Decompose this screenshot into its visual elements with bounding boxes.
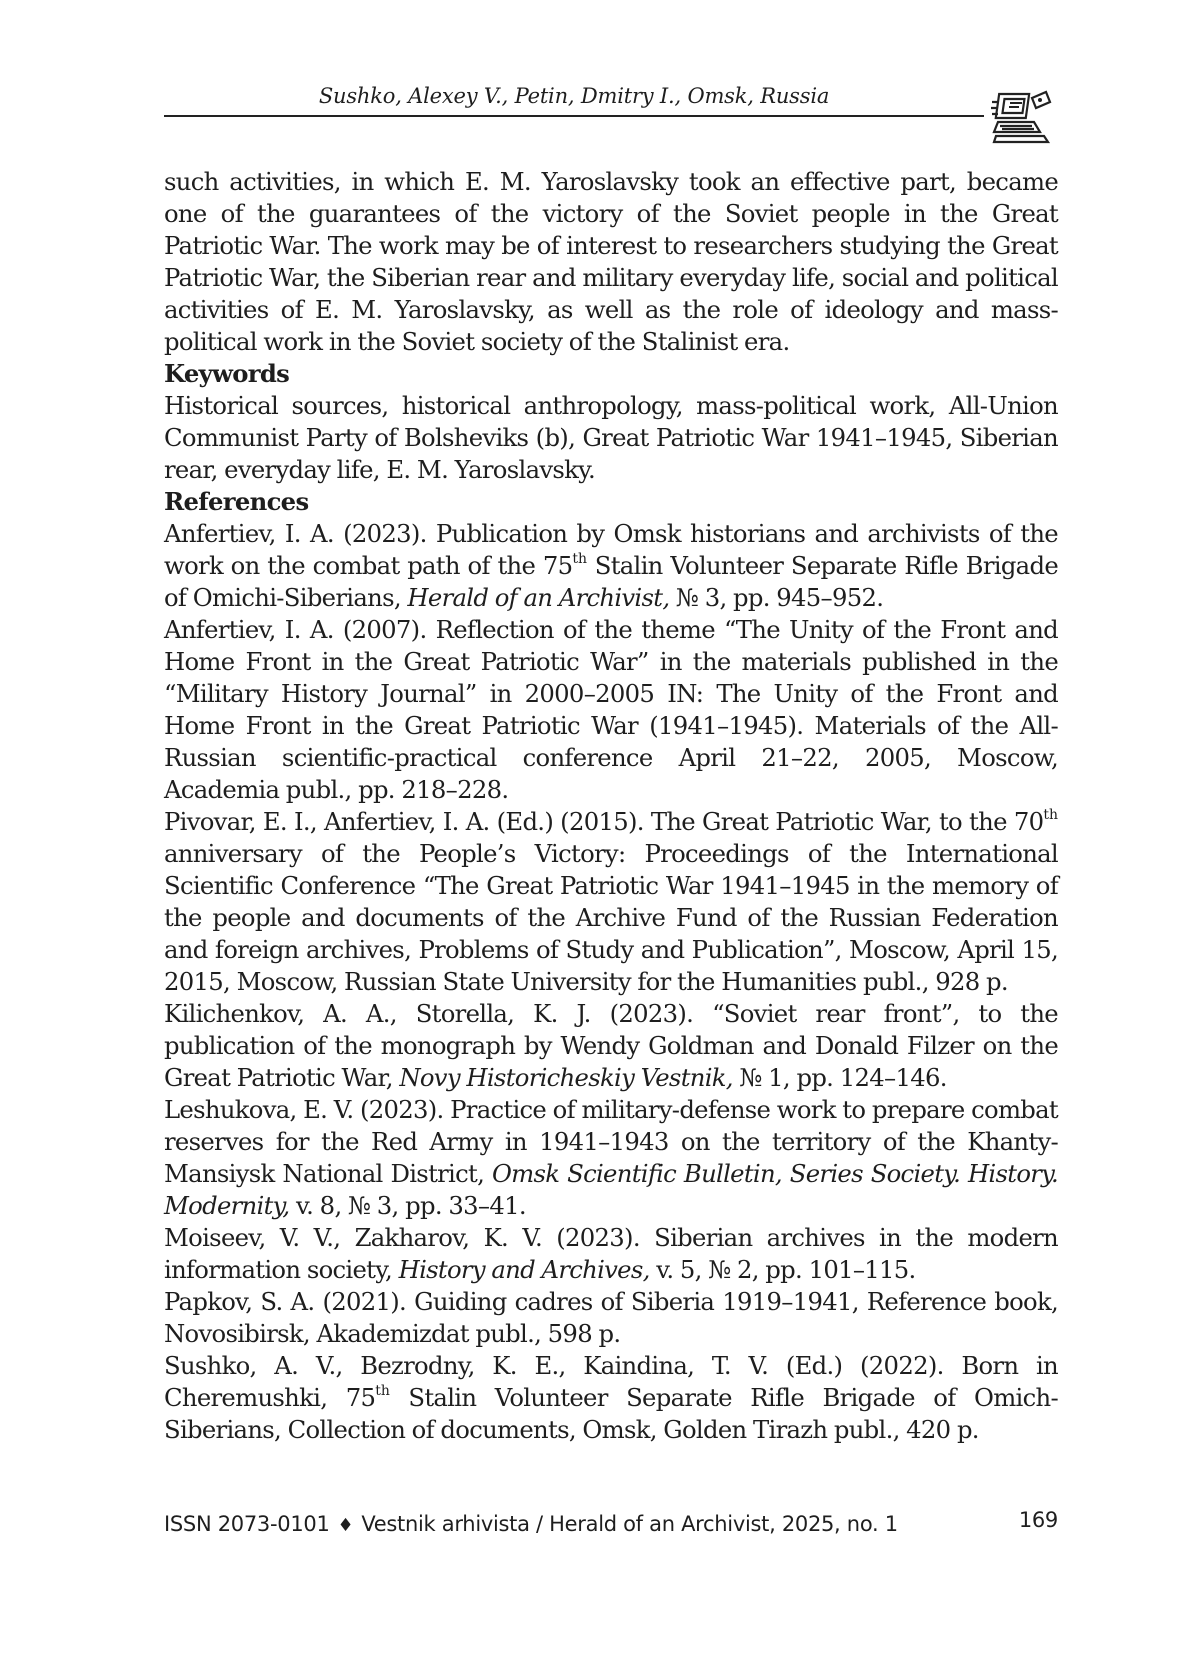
footer-journal: Vestnik arhivista / Herald of an Archivist, 2025, no. 1 bbox=[361, 1512, 898, 1536]
header-rule bbox=[164, 115, 984, 117]
abstract-continuation: such activities, in which E. M. Yaroslavsky took an effective part, became one of the guarantees of the victory of the Soviet people in the Great Patriotic War. The work may be of interest to researchers studying the Great Patriotic War, the Siberian rear and military everyday life, social and political activities of E. M. Yaroslavsky, as well as the role of ideology and mass-political work in the Soviet society of the Stalinist era. bbox=[164, 167, 1058, 356]
reference-item: Leshukova, E. V. (2023). Practice of military-defense work to prepare combat reserves for the Red Army in 1941–1943 on the territory of the Khanty-Mansiysk National District, Omsk Scientific Bulletin, Series Society. History. Modernity, v. 8, № 3, pp. 33–41. bbox=[164, 1095, 1058, 1220]
keywords-heading: Keywords bbox=[164, 359, 290, 388]
archivist-computer-logo-icon bbox=[990, 88, 1054, 148]
page-number: 169 bbox=[1018, 1508, 1058, 1532]
diamond-separator-icon: ♦ bbox=[337, 1515, 354, 1536]
reference-item: Anfertiev, I. A. (2023). Publication by Omsk historians and archivists of the work on the combat path of the 75th Stalin Volunteer Separate Rifle Brigade of Omichi-Siberians, Herald of an Archivist, № 3, pp. 945–952. bbox=[164, 519, 1058, 612]
reference-item: Anfertiev, I. A. (2007). Reflection of the theme “The Unity of the Front and Home Front in the Great Patriotic War” in the materials published in the “Military History Journal” in 2000–2005 IN: The Unity of the Front and Home Front in the Great Patriotic War (1941–1945). Materials of the All-Russian scientific-practical conference April 21–22, 2005, Moscow, Academia publ., pp. 218–228. bbox=[164, 615, 1058, 804]
running-header: Sushko, Alexey V., Petin, Dmitry I., Omsk, Russia bbox=[318, 84, 830, 108]
keywords-text: Historical sources, historical anthropology, mass-political work, All-Union Communist Party of Bolsheviks (b), Great Patriotic War 1941–1945, Siberian rear, everyday life, E. M. Yaroslavsky. bbox=[164, 391, 1058, 484]
reference-item: Pivovar, E. I., Anfertiev, I. A. (Ed.) (2015). The Great Patriotic War, to the 70th anniversary of the People’s Victory: Proceedings of the International Scientific Conference “The Great Patriotic War 1941–1945 in the memory of the people and documents of the Archive Fund of the Russian Federation and foreign archives, Problems of Study and Publication”, Moscow, April 15, 2015, Moscow, Russian State University for the Humanities publ., 928 p. bbox=[164, 806, 1058, 996]
reference-item: Papkov, S. A. (2021). Guiding cadres of Siberia 1919–1941, Reference book, Novosibirsk, Akademizdat publ., 598 p. bbox=[164, 1287, 1058, 1348]
reference-item: Sushko, A. V., Bezrodny, K. E., Kaindina, T. V. (Ed.) (2022). Born in Cheremushki, 75th Stalin Volunteer Separate Rifle Brigade of Omich-Siberians, Collection of documents, Omsk, Golden Tirazh publ., 420 p. bbox=[164, 1351, 1058, 1444]
footer-citation bbox=[164, 1512, 898, 1536]
article-body bbox=[164, 166, 1058, 1446]
references-heading: References bbox=[164, 487, 309, 516]
reference-item: Moiseev, V. V., Zakharov, K. V. (2023). Siberian archives in the modern information society, History and Archives, v. 5, № 2, pp. 101–115. bbox=[164, 1223, 1058, 1284]
reference-item: Kilichenkov, A. A., Storella, K. J. (2023). “Soviet rear front”, to the publication of the monograph by Wendy Goldman and Donald Filzer on the Great Patriotic War, Novy Historicheskiy Vestnik, № 1, pp. 124–146. bbox=[164, 999, 1058, 1092]
footer-issn: ISSN 2073-0101 bbox=[164, 1512, 330, 1536]
